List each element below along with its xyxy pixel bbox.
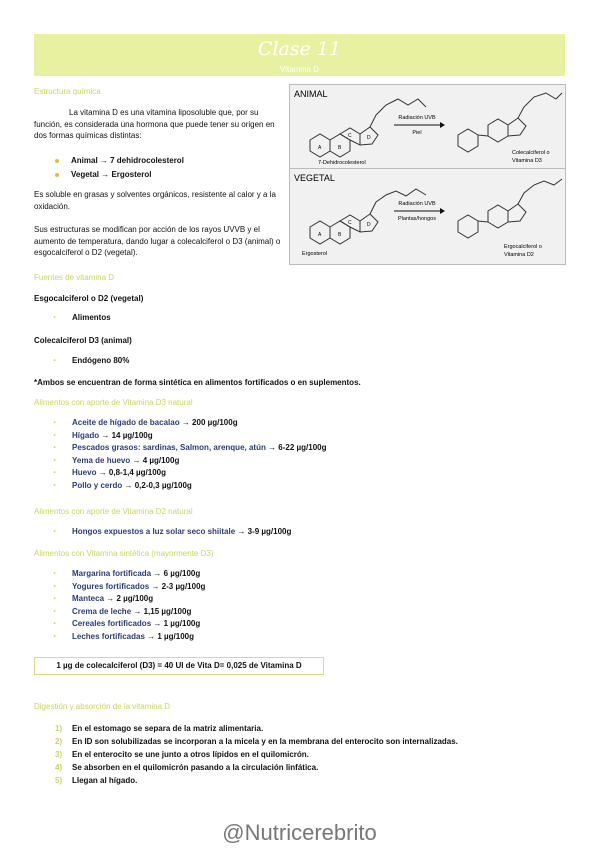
svg-text:B: B [338, 145, 342, 151]
list-item: · Yogures fortificados → 2-3 µg/100g [40, 582, 205, 595]
note-fortified: *Ambos se encuentran de forma sintética en alimentos fortificados o en suplementos. [34, 378, 361, 387]
form-vegetal: Vegetal → Ergosterol [55, 169, 151, 181]
list-item: · Huevo → 0,8-1,4 µg/100g [40, 468, 327, 481]
d2-natural-list [40, 527, 291, 540]
svg-text:C: C [348, 220, 352, 226]
list-item: · Margarina fortificada → 6 µg/100g [40, 569, 205, 582]
section-title-fuentes: Fuentes de vitamina D [34, 273, 115, 282]
footer-handle: @Nutricerebrito [222, 820, 377, 845]
page-subtitle: Vitamina D [34, 64, 565, 76]
list-item: · Yema de huevo → 4 µg/100g [40, 456, 327, 469]
section-title-digestion: Digestión y absorción de la vitamina D [34, 702, 171, 711]
svg-text:B: B [338, 232, 342, 238]
list-item: · Hongos expuestos a luz solar seco shiitale → 3-9 µg/100g [40, 527, 291, 540]
d3-natural-list [40, 418, 327, 494]
section-title-d3-natural: Alimentos con aporte de Vitamina D3 natural [34, 398, 193, 407]
vegetal-structure-diagram [290, 169, 565, 264]
page-title: Clase 11 [257, 38, 342, 60]
paragraph-intro: La vitamina D es una vitamina liposoluble que, por su función, es considerada una hormona que puede tener su origen en dos formas químicas distintas: [34, 108, 275, 140]
paragraph-solubility: Es soluble en grasas y solventes orgánicos, resistente al calor y a la oxidación. [34, 190, 276, 211]
list-item: · Crema de leche → 1,15 µg/100g [40, 607, 205, 620]
list-item: · Pollo y cerdo → 0,2-0,3 µg/100g [40, 481, 327, 494]
step-item: 1) En el estomago se separa de la matriz alimentaria. [55, 724, 264, 733]
animal-label: ANIMAL [294, 89, 328, 99]
figure-vegetal [289, 168, 566, 265]
list-item: · Cereales fortificados → 1 µg/100g [40, 619, 205, 632]
animal-structure-diagram [290, 85, 565, 168]
figure-animal [289, 84, 566, 169]
bullet-dot [55, 173, 59, 177]
source-d2-list [40, 313, 111, 326]
animal-arrow-bottom: Piel [412, 130, 422, 136]
vegetal-left-label: Ergosterol [302, 251, 328, 257]
step-item: 3) En el enterocito se une junto a otros lípidos en el quilomicrón. [55, 750, 309, 759]
vegetal-right-label-2: Vitamina D2 [504, 252, 534, 258]
list-item: · Aceite de hígado de bacalao → 200 µg/100g [40, 418, 327, 431]
svg-text:D: D [367, 222, 371, 228]
list-item: · Leches fortificadas → 1 µg/100g [40, 632, 205, 645]
synthetic-list [40, 569, 205, 645]
section-title-estructura: Estructura química [34, 87, 101, 96]
svg-text:D: D [367, 135, 371, 141]
bullet-dot [55, 159, 59, 163]
vegetal-arrow-bottom: Plantas/hongos [398, 216, 436, 222]
list-item: · Manteca → 2 µg/100g [40, 594, 205, 607]
section-title-d2-natural: Alimentos con aporte de Vitamina D2 natural [34, 507, 193, 516]
digestion-steps [55, 724, 458, 789]
animal-right-label-1: Colecalciferol o [512, 150, 550, 156]
vegetal-arrow-top: Radiación UVB [398, 201, 436, 207]
form-animal: Animal → 7 dehidrocolesterol [55, 155, 184, 167]
vegetal-label: VEGETAL [294, 173, 335, 183]
list-item: · Pescados grasos: sardinas, Salmon, arenque, atún → 6-22 µg/100g [40, 443, 327, 456]
equivalence-box: 1 µg de colecalciferol (D3) = 40 UI de Vita D= 0,025 de Vitamina D [34, 657, 324, 675]
list-item: · Alimentos [40, 313, 111, 326]
step-item: 4) Se absorben en el quilomicrón pasando a la circulación linfática. [55, 763, 319, 772]
source-d3-list [40, 356, 129, 369]
svg-text:A: A [318, 145, 322, 151]
animal-right-label-2: Vitamina D3 [512, 158, 542, 164]
animal-arrow-top: Radiación UVB [398, 115, 436, 121]
source-d2: Esgocalciferol o D2 (vegetal) [34, 294, 144, 303]
svg-text:C: C [348, 133, 352, 139]
animal-left-label: 7-Dehidrocolesterol [318, 160, 366, 166]
title-banner [34, 34, 565, 64]
paragraph-uv: Sus estructuras se modifican por acción de los rayos UVVB y el aumento de temperatura, dando lugar a colecalciferol o D3 (animal) o esgocalciferol o D2 (vegetal). [34, 225, 281, 257]
step-item: 2) En ID son solubilizadas se incorporan a la micela y en la membrana del enterocito son internalizadas. [55, 737, 458, 746]
step-item: 5) Llegan al hígado. [55, 776, 138, 785]
source-d3: Colecalciferol D3 (animal) [34, 336, 132, 345]
list-item: · Hígado → 14 µg/100g [40, 431, 327, 444]
svg-text:A: A [318, 232, 322, 238]
vegetal-right-label-1: Ergocalciferol o [504, 244, 542, 250]
list-item: · Endógeno 80% [40, 356, 129, 369]
section-title-synthetic: Alimentos con Vitamina sintética (mayormente D3) [34, 549, 214, 558]
